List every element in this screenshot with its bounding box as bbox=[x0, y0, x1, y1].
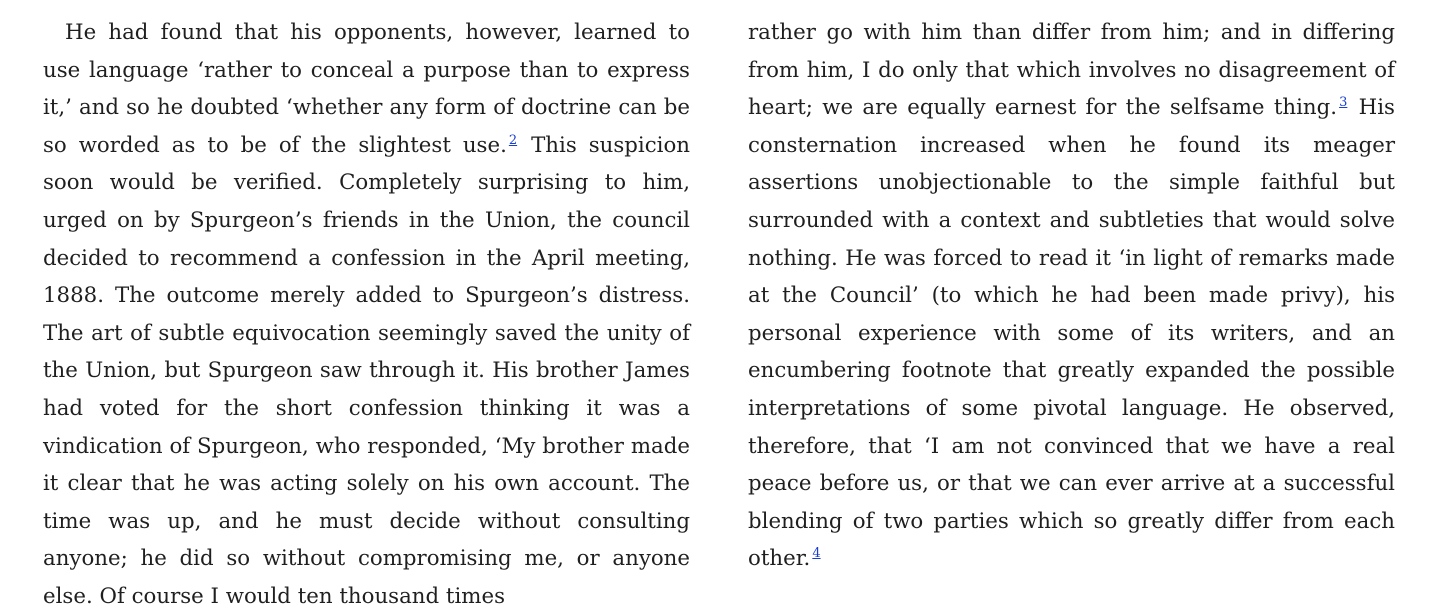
paragraph bbox=[748, 14, 1395, 578]
footnote-ref bbox=[1337, 95, 1349, 110]
left-column bbox=[43, 14, 690, 616]
footnote-ref bbox=[810, 546, 822, 561]
text-run: He had found that his opponents, however, learned to use language ‘rather to conceal a purpose than to express it,’ and so he doubted ‘whether any form of doctrine can be so worded as to be of the slightest use. bbox=[43, 20, 690, 158]
footnote-link-4[interactable]: 4 bbox=[812, 546, 821, 562]
footnote-ref bbox=[507, 133, 519, 148]
right-column bbox=[748, 14, 1395, 616]
page bbox=[43, 14, 1395, 616]
text-run: rather go with him than differ from him; and in differing from him, I do only that which involves no disagreement of heart; we are equally earnest for the selfsame thing. bbox=[748, 20, 1395, 121]
footnote-link-2[interactable]: 2 bbox=[508, 132, 518, 148]
footnote-link-3[interactable]: 3 bbox=[1339, 95, 1348, 111]
text-run: His consternation increased when he found its meager assertions unobjectionable to the simple faithful but surrounded with a context and subtleties that would solve nothing. He was forced to read it ‘in light of remarks made at the Council’ (to which he had been made privy), his personal experience with some of its writers, and an encumbering footnote that greatly expanded the possible interpretations of some pivotal language. He observed, therefore, that ‘I am not convinced that we have a real peace before us, or that we can ever arrive at a successful blending of two parties which so greatly differ from each other. bbox=[748, 95, 1395, 572]
paragraph bbox=[43, 14, 690, 616]
text-run: This suspicion soon would be verified. Completely surprising to him, urged on by Spurgeon’s friends in the Union, the council decided to recommend a confession in the April meeting, 1888. The outcome merely added to Spurgeon’s distress. The art of subtle equivocation seemingly saved the unity of the Union, but Spurgeon saw through it. His brother James had voted for the short confession thinking it was a vindication of Spurgeon, who responded, ‘My brother made it clear that he was acting solely on his own account. The time was up, and he must decide without consulting anyone; he did so without compromising me, or anyone else. Of course I would ten thousand times bbox=[43, 132, 690, 609]
